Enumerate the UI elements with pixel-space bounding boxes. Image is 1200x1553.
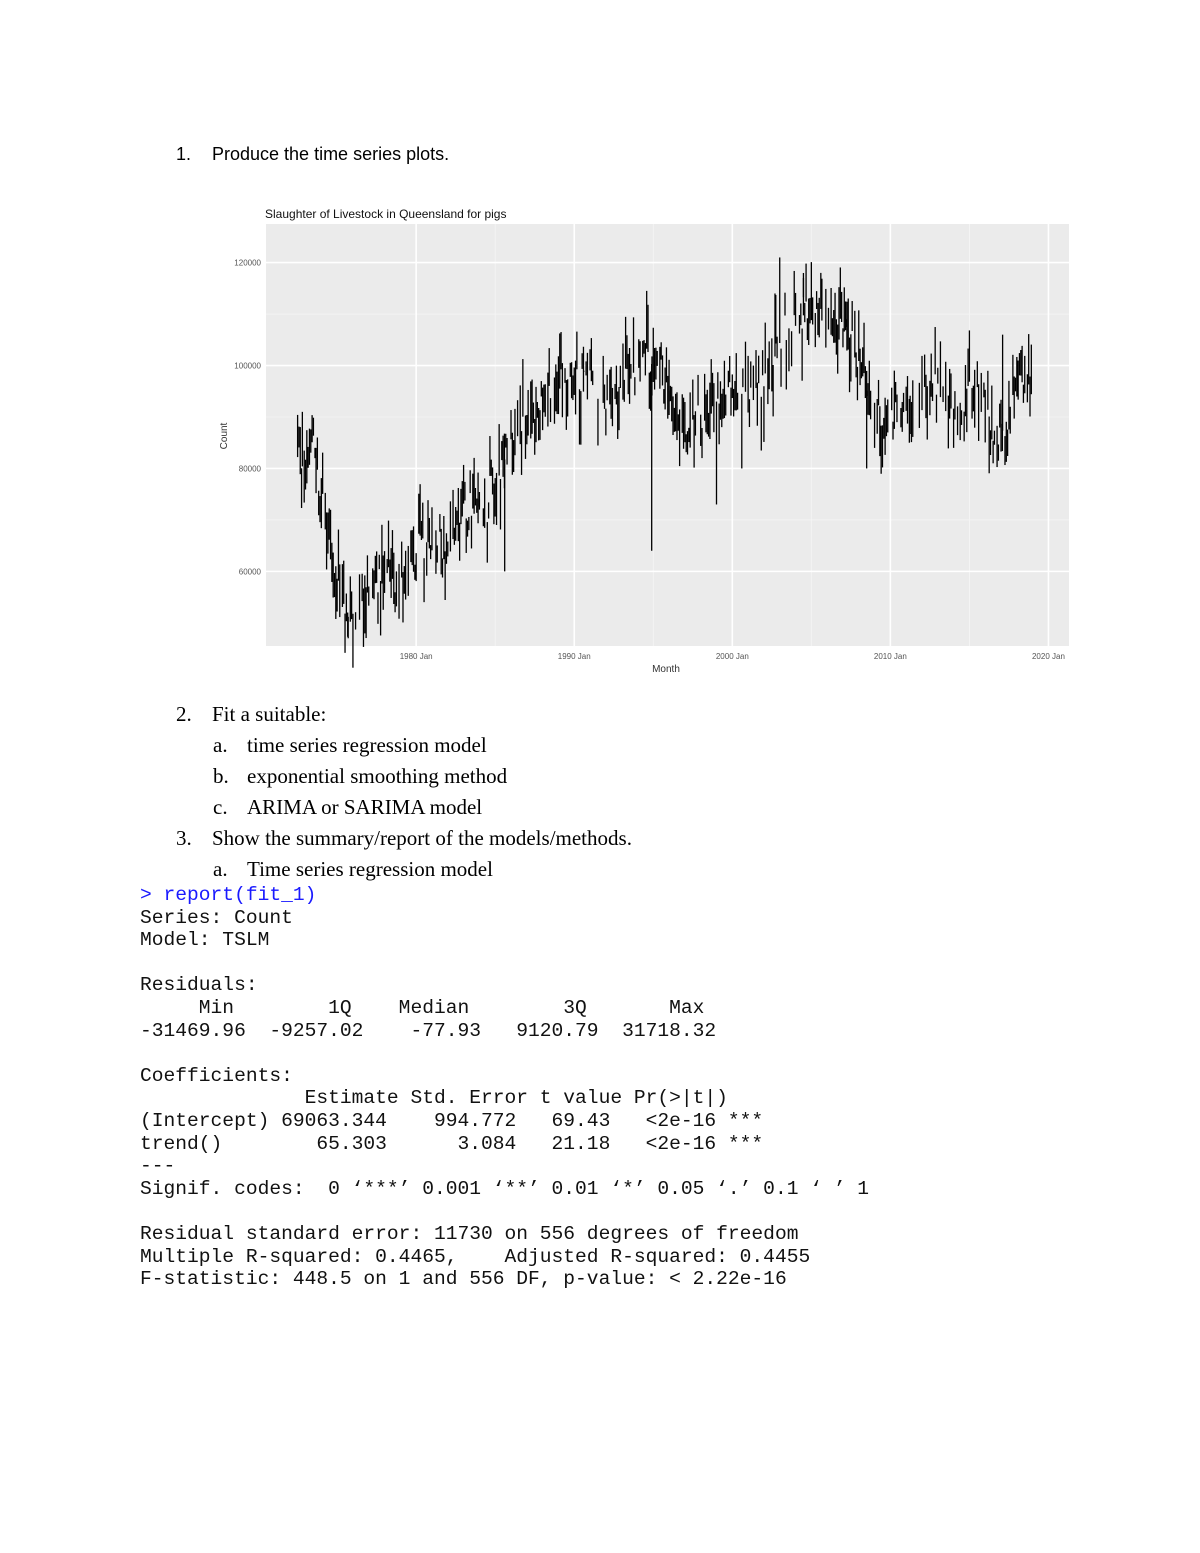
list-item xyxy=(213,797,482,818)
list-item-text: Time series regression model xyxy=(247,857,493,881)
y-tick-label: 80000 xyxy=(238,464,261,474)
list-item-letter: b. xyxy=(213,764,229,788)
x-tick-label: 2020 Jan xyxy=(1031,652,1065,661)
question-3 xyxy=(176,828,632,849)
x-tick-label: 1980 Jan xyxy=(399,652,433,661)
x-tick-label: 1990 Jan xyxy=(557,652,591,661)
y-axis-label: Count xyxy=(219,422,230,450)
question-1 xyxy=(176,144,449,165)
question-2 xyxy=(176,704,326,725)
list-item-letter: c. xyxy=(213,795,228,819)
r-command: > report(fit_1) xyxy=(140,884,317,906)
question-3-text: Show the summary/report of the models/methods. xyxy=(212,826,632,850)
y-tick-label: 120000 xyxy=(234,258,261,268)
list-item xyxy=(213,735,487,756)
list-item xyxy=(213,766,507,787)
r-output-text: Series: Count Model: TSLM Residuals: Min 1Q Median 3Q Max -31469.96 -9257.02 -77.93 9120.79 31718.32 Coefficients: Estimate Std. Error t value Pr(>|t|) (Intercept) 69063.344 994.772 69.43 <2e-16 *** trend() 65.303 3.084 21.18 <2e-16 *** --- Signif. codes: 0 ‘***’ 0.001 ‘**’ 0.01 ‘*’ 0.05 ‘.’ 0.1 ‘ ’ 1 Residual standard error: 11730 on 556 degrees of freedom Multiple R-squared: 0.4465, Adjusted R-squared: 0.4455 F-statistic: 448.5 on 1 and 556 DF, p-value: < 2.22e-16 xyxy=(140,906,870,1291)
y-tick-label: 60000 xyxy=(238,567,261,577)
list-item xyxy=(213,859,493,880)
x-tick-labels xyxy=(400,652,1065,661)
list-item-text: ARIMA or SARIMA model xyxy=(247,795,483,819)
list-item-text: exponential smoothing method xyxy=(247,764,508,788)
list-item-text: time series regression model xyxy=(247,733,487,757)
r-console-output xyxy=(140,884,869,1291)
question-2-number: 2. xyxy=(176,702,192,726)
time-series-chart xyxy=(210,200,1080,680)
question-1-text: Produce the time series plots. xyxy=(212,144,450,164)
question-2-text: Fit a suitable: xyxy=(212,702,327,726)
list-item-letter: a. xyxy=(213,733,228,757)
y-tick-labels xyxy=(234,259,261,577)
question-1-number: 1. xyxy=(176,144,192,164)
x-tick-label: 2000 Jan xyxy=(715,652,749,661)
x-tick-label: 2010 Jan xyxy=(873,652,907,661)
y-tick-label: 100000 xyxy=(234,361,261,371)
x-axis-label: Month xyxy=(652,664,680,675)
chart-title: Slaughter of Livestock in Queensland for pigs xyxy=(265,207,507,221)
question-3-number: 3. xyxy=(176,826,192,850)
list-item-letter: a. xyxy=(213,857,228,881)
